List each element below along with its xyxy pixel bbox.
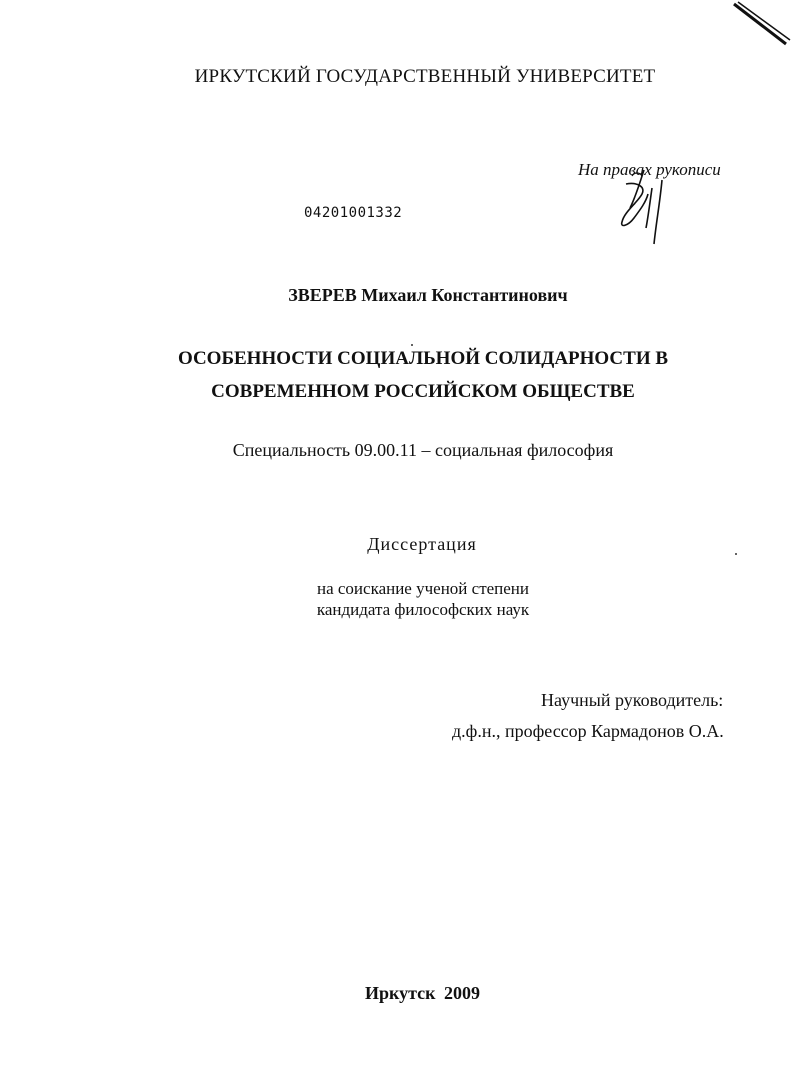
degree-line-1: на соискание ученой степени — [316, 579, 530, 598]
signature-icon — [596, 162, 676, 248]
document-type: Диссертация — [367, 534, 477, 554]
thesis-title — [0, 342, 793, 408]
scan-speck — [735, 553, 737, 555]
corner-scan-mark — [726, 0, 793, 48]
manuscript-note: На правах рукописи — [578, 160, 721, 179]
supervisor-name: д.ф.н., профессор Кармадонов О.А. — [452, 721, 724, 741]
library-stamp-number: 04201001332 — [304, 205, 403, 221]
specialty: Специальность 09.00.11 – социальная философия — [232, 440, 614, 460]
thesis-title-line-1: ОСОБЕННОСТИ СОЦИАЛЬНОЙ СОЛИДАРНОСТИ В — [177, 348, 669, 369]
thesis-title-line-2: СОВРЕМЕННОМ РОССИЙСКОМ ОБЩЕСТВЕ — [211, 381, 635, 402]
degree-info — [0, 557, 793, 620]
university-name: ИРКУТСКИЙ ГОСУДАРСТВЕННЫЙ УНИВЕРСИТЕТ — [194, 66, 656, 87]
supervisor-label: Научный руководитель: — [541, 690, 724, 710]
city-year: Иркутск 2009 — [364, 983, 481, 1003]
author-name: ЗВЕРЕВ Михаил Константинович — [288, 285, 568, 305]
degree-line-2: кандидата философских наук — [316, 600, 530, 619]
